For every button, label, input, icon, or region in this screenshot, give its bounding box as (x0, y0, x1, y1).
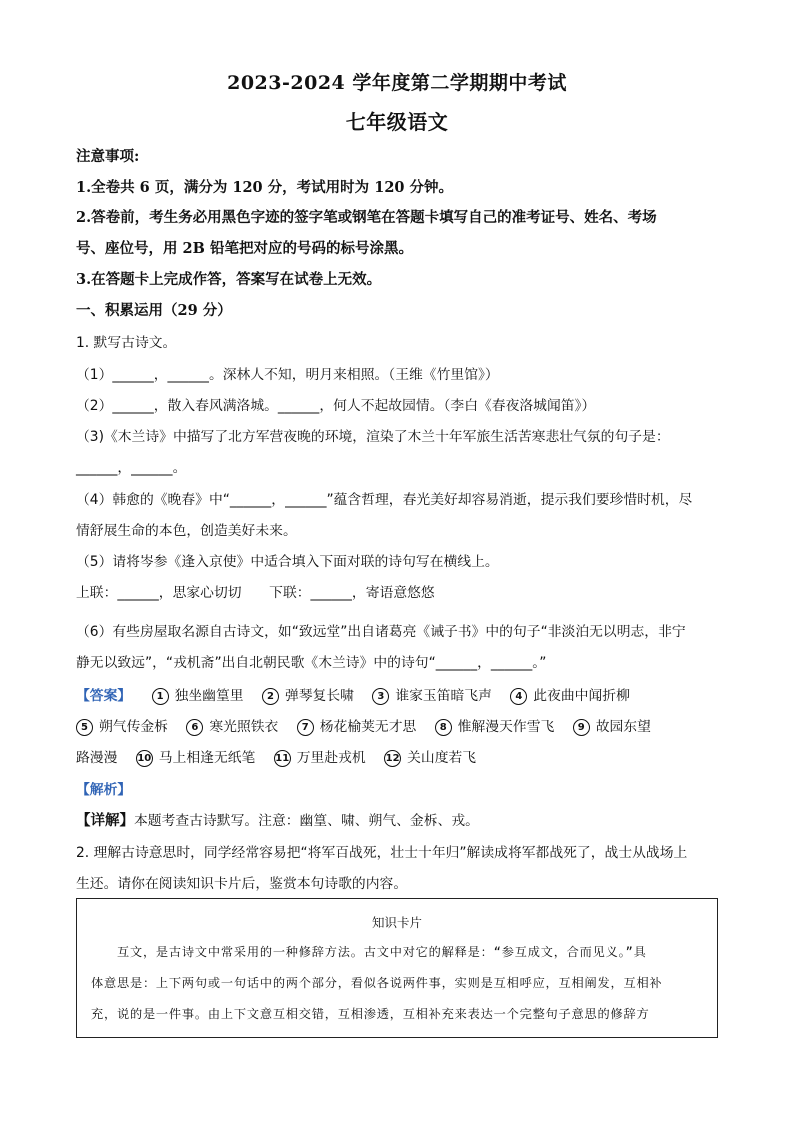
notice-item-1: 1.全卷共 6 页，满分为 120 分，考试用时为 120 分钟。 (76, 179, 454, 196)
answer-item (573, 717, 651, 737)
section-1-heading: 一、积累运用（29 分） (76, 302, 232, 319)
q1-part-4-line-1: （4）韩愈的《晚春》中“______，______”蕴含哲理，春光美好却容易消逝，提示我们要珍惜时机，尽 (76, 492, 693, 508)
q1-part-3-line-1: （3)《木兰诗》中描写了北方军营夜晚的环境，渲染了木兰十年军旅生活苦寒悲壮气氛的句子是： (76, 429, 670, 445)
answer-text: 万里赴戎机 (296, 750, 366, 766)
q1-part-3-line-2: ______，______。 (76, 460, 187, 476)
knowledge-card-line-2: 体意思是：上下两句或一句话中的两个部分，看似各说两件事，实则是互相呼应，互相阐发，互相补 (91, 976, 663, 990)
exam-title: 2023-2024 学年度第二学期期中考试 (227, 72, 567, 94)
answer-text: 此夜曲中闻折柳 (533, 688, 630, 704)
answer-text: 故园东望 (595, 719, 651, 735)
answer-label: 【答案】 (76, 688, 132, 704)
answer-item (262, 686, 354, 706)
answer-number-badge: 7 (297, 719, 314, 736)
answer-text: 马上相逢无纸笔 (158, 750, 256, 766)
q1-part-5: （5）请将岑参《逢入京使》中适合填入下面对联的诗句写在横线上。 (76, 554, 499, 570)
exam-subtitle: 七年级语文 (345, 110, 449, 134)
notice-item-2-line-2: 号、座位号，用 2B 铅笔把对应的号码的标号涂黑。 (76, 240, 413, 257)
knowledge-card-title: 知识卡片 (371, 915, 422, 930)
answer-number-badge: 4 (510, 688, 527, 705)
q1-part-1: （1）______，______。深林人不知，明月来相照。（王维《竹里馆》） (76, 367, 499, 383)
answer-number-badge: 11 (274, 750, 291, 767)
answer-number-badge: 9 (573, 719, 590, 736)
answer-item (136, 748, 256, 768)
q1-part-4-line-2: 情舒展生命的本色，创造美好未来。 (76, 523, 297, 539)
answer-item (297, 717, 417, 737)
answer-item (76, 717, 168, 737)
answer-text: 惟解漫天作雪飞 (457, 719, 555, 735)
answer-item (510, 686, 630, 706)
analysis-detail (76, 811, 724, 831)
q1-stem: 1. 默写古诗文。 (76, 335, 177, 351)
analysis-label: 【解析】 (76, 782, 132, 798)
knowledge-card (76, 898, 718, 1038)
answer-text: 寒光照铁衣 (209, 719, 279, 735)
answer-text: 杨花榆荚无才思 (319, 719, 417, 735)
answer-row-1 (76, 686, 726, 706)
answer-number-badge: 6 (186, 719, 203, 736)
answer-text: 关山度若飞 (407, 750, 477, 766)
answer-text: 谁家玉笛暗飞声 (395, 688, 492, 704)
q1-part-2: （2）______，散入春风满洛城。______，何人不起故园情。（李白《春夜洛城闻笛》） (76, 398, 596, 414)
q1-part-5-couplet: 上联：______，思家心切切 下联：______，寄语意悠悠 (76, 585, 435, 601)
answer-number-badge: 5 (76, 719, 93, 736)
answer-text: 独坐幽篁里 (174, 688, 244, 704)
answer-text: 弹琴复长啸 (284, 688, 354, 704)
q1-part-6-line-1: （6）有些房屋取名源自古诗文，如“致远堂”出自诸葛亮《诫子书》中的句子“非淡泊无以明志，非宁 (76, 624, 686, 640)
answer-number-badge: 3 (372, 688, 389, 705)
answer-text-continued: 路漫漫 (76, 750, 118, 766)
answer-row-2 (76, 717, 726, 737)
notice-heading: 注意事项: (76, 148, 140, 165)
answer-item (435, 717, 555, 737)
answer-item (152, 686, 244, 706)
answer-item (372, 686, 492, 706)
q2-stem-line-1: 2. 理解古诗意思时，同学经常容易把“将军百战死，壮士十年归”解读成将军都战死了，战士从战场上 (76, 845, 688, 861)
q2-stem-line-2: 生还。请你在阅读知识卡片后，鉴赏本句诗歌的内容。 (76, 876, 408, 892)
answer-number-badge: 2 (262, 688, 279, 705)
answer-item (186, 717, 278, 737)
answer-number-badge: 10 (136, 750, 153, 767)
answer-number-badge: 1 (152, 688, 169, 705)
knowledge-card-line-1: 互文，是古诗文中常采用的一种修辞方法。古文中对它的解释是：“参互成文，合而见义。”具 (91, 945, 647, 959)
answer-number-badge: 12 (384, 750, 401, 767)
answer-item (384, 748, 476, 768)
q1-part-6-line-2: 静无以致远”，“戎机斋”出自北朝民歌《木兰诗》中的诗句“______，______。” (76, 655, 547, 671)
detail-label: 【详解】 (76, 812, 134, 829)
notice-item-3: 3.在答题卡上完成作答，答案写在试卷上无效。 (76, 271, 382, 288)
answer-number-badge: 8 (435, 719, 452, 736)
answer-text: 朔气传金柝 (99, 719, 168, 735)
answer-row-3 (76, 748, 726, 768)
detail-text: 本题考查古诗默写。注意：幽篁、啸、朔气、金柝、戎。 (134, 813, 479, 829)
knowledge-card-line-3: 充，说的是一件事。由上下文意互相交错，互相渗透，互相补充来表达一个完整句子意思的修辞方 (91, 1007, 650, 1021)
answer-item (274, 748, 366, 768)
notice-item-2-line-1: 2.答卷前，考生务必用黑色字迹的签字笔或钢笔在答题卡填写自己的准考证号、姓名、考场 (76, 209, 657, 226)
